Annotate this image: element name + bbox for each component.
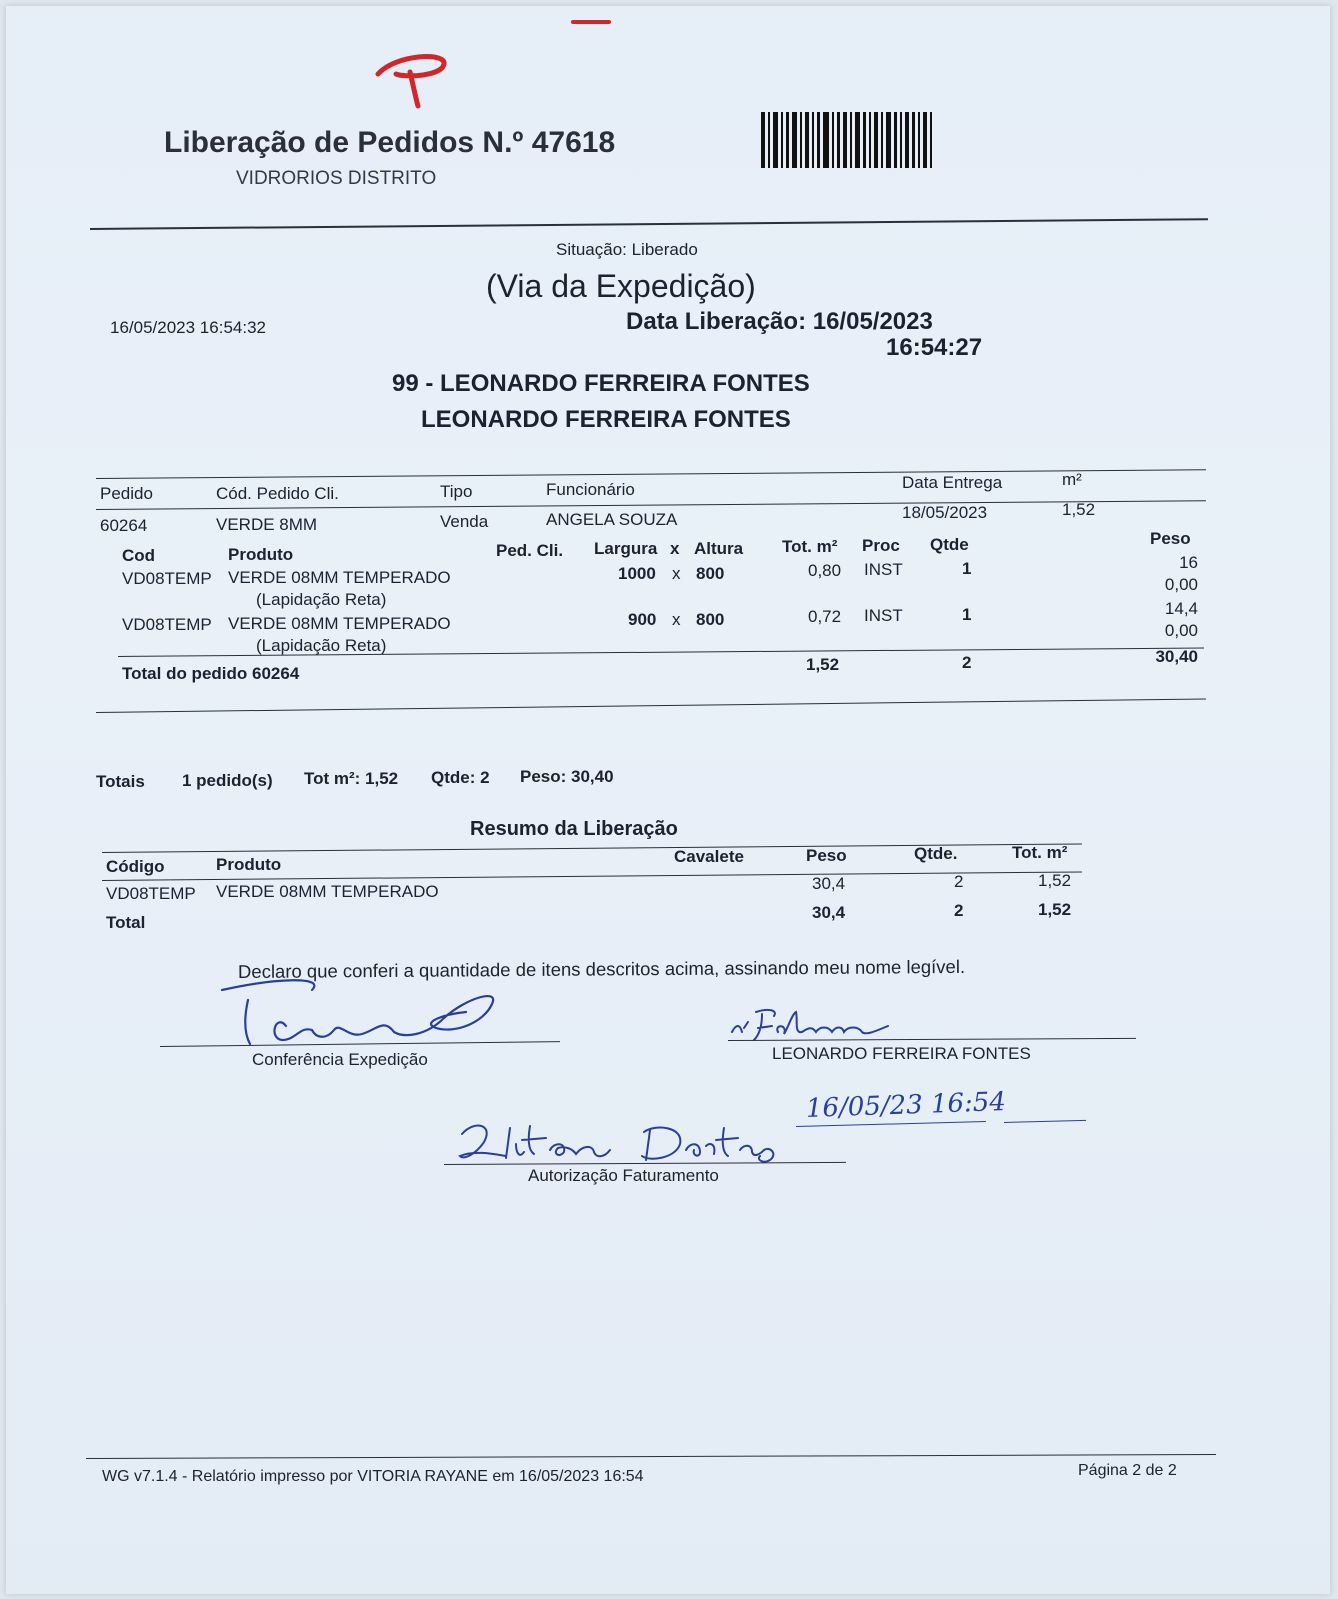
resumo-col-tot-m2: Tot. m²	[1012, 843, 1068, 862]
item-2-proc: INST	[864, 606, 903, 625]
item-2-sub: (Lapidação Reta)	[256, 636, 387, 655]
resumo-row-tot-m2: 1,52	[1038, 871, 1072, 890]
item-1-altura: 800	[696, 564, 725, 583]
items-col-altura: Altura	[694, 539, 744, 558]
order-total-m2: 1,52	[806, 655, 840, 674]
via-expedicao: (Via da Expedição)	[486, 268, 756, 304]
item-2-cod: VD08TEMP	[122, 615, 212, 634]
col-cod-pedido-cli: Cód. Pedido Cli.	[216, 484, 339, 503]
item-2-produto: VERDE 08MM TEMPERADO	[228, 614, 451, 633]
item-2-tot-m2: 0,72	[808, 607, 842, 626]
order-data-entrega: 18/05/2023	[902, 503, 988, 522]
items-col-tot-m2: Tot. m²	[782, 537, 838, 556]
cliente-line-1: 99 - LEONARDO FERREIRA FONTES	[392, 370, 810, 397]
cliente-line-2: LEONARDO FERREIRA FONTES	[421, 406, 791, 433]
items-col-largura: Largura	[594, 539, 658, 558]
item-1-sub: (Lapidação Reta)	[256, 590, 387, 609]
items-col-produto: Produto	[228, 545, 294, 564]
item-2-largura: 900	[628, 610, 657, 629]
declaration-text: Declaro que conferi a quantidade de itens descritos acima, assinando meu nome legível.	[237, 955, 966, 982]
order-total-label: Total do pedido 60264	[122, 664, 300, 683]
resumo-row-codigo: VD08TEMP	[106, 884, 196, 903]
item-1-peso-2: 0,00	[1164, 575, 1198, 594]
order-total-peso: 30,40	[1155, 647, 1198, 666]
footer-page-number: Página 2 de 2	[1078, 1462, 1177, 1479]
order-m2: 1,52	[1062, 500, 1096, 519]
order-pedido: 60264	[100, 516, 148, 535]
resumo-col-cavalete: Cavalete	[674, 847, 744, 866]
resumo-col-qtde: Qtde.	[914, 844, 958, 863]
col-funcionario: Funcionário	[546, 480, 635, 499]
resumo-col-produto: Produto	[216, 855, 282, 874]
resumo-total-tot-m2: 1,52	[1038, 900, 1072, 919]
header-divider	[90, 218, 1208, 230]
cliente-label: LEONARDO FERREIRA FONTES	[772, 1044, 1031, 1063]
print-datetime: 16/05/2023 16:54:32	[110, 318, 266, 337]
order-funcionario: ANGELA SOUZA	[546, 510, 678, 529]
item-1-x: x	[672, 564, 681, 583]
item-2-peso: 14,4	[1164, 599, 1198, 618]
resumo-col-peso: Peso	[806, 846, 847, 865]
company-name: VIDRORIOS DISTRITO	[236, 168, 437, 189]
items-col-qtde: Qtde	[930, 535, 969, 554]
items-col-proc: Proc	[862, 536, 900, 555]
item-1-cod: VD08TEMP	[122, 569, 212, 588]
col-tipo: Tipo	[440, 482, 473, 501]
footer-line	[86, 1454, 1216, 1459]
resumo-total-peso: 30,4	[812, 903, 846, 922]
items-col-ped-cli: Ped. Cli.	[496, 541, 564, 560]
item-1-qtde: 1	[962, 559, 972, 578]
autorizacao-label: Autorização Faturamento	[528, 1166, 719, 1185]
resumo-title: Resumo da Liberação	[470, 818, 678, 840]
resumo-row-produto: VERDE 08MM TEMPERADO	[216, 882, 439, 901]
order-total-qtde: 2	[962, 653, 972, 672]
resumo-row-qtde: 2	[954, 872, 964, 891]
red-dash-mark	[571, 20, 611, 24]
order-bottom-line	[96, 698, 1206, 713]
footer-printed-by: WG v7.1.4 - Relatório impresso por VITORIA RAYANE em 16/05/2023 16:54	[102, 1468, 644, 1485]
totais-peso: Peso: 30,40	[520, 767, 614, 786]
resumo-total-qtde: 2	[954, 901, 964, 920]
totais-tot-m2: Tot m²: 1,52	[304, 769, 399, 788]
order-top-line	[96, 469, 1206, 479]
resumo-total-label: Total	[106, 913, 146, 932]
items-col-cod: Cod	[122, 546, 156, 565]
items-col-peso: Peso	[1150, 529, 1191, 548]
page-title: Liberação de Pedidos N.º 47618	[164, 126, 616, 159]
item-1-largura: 1000	[618, 564, 656, 583]
totais-pedidos: 1 pedido(s)	[182, 771, 273, 790]
item-2-x: x	[672, 610, 681, 629]
col-pedido: Pedido	[100, 484, 153, 503]
conferencia-label: Conferência Expedição	[252, 1050, 428, 1069]
resumo-col-codigo: Código	[106, 857, 165, 876]
handwritten-date: 16/05/23 16:54	[805, 1087, 1007, 1124]
item-1-tot-m2: 0,80	[808, 561, 842, 580]
document-page	[6, 6, 1330, 1594]
item-1-peso: 16	[1179, 553, 1198, 572]
item-1-produto: VERDE 08MM TEMPERADO	[228, 568, 451, 587]
data-liberacao-time: 16:54:27	[886, 334, 983, 361]
totais-label: Totais	[96, 772, 145, 791]
order-cod-pedido-cli: VERDE 8MM	[216, 515, 318, 534]
order-tipo: Venda	[440, 512, 489, 531]
red-handwritten-mark	[366, 44, 466, 114]
item-2-qtde: 1	[962, 605, 972, 624]
item-1-proc: INST	[864, 560, 903, 579]
col-data-entrega: Data Entrega	[902, 473, 1003, 492]
totais-qtde: Qtde: 2	[431, 768, 490, 787]
resumo-row-peso: 30,4	[812, 874, 846, 893]
data-liberacao: Data Liberação: 16/05/2023	[626, 308, 933, 335]
conferencia-signature	[216, 978, 516, 1050]
barcode-icon	[761, 112, 935, 173]
item-2-altura: 800	[696, 610, 725, 629]
situacao: Situação: Liberado	[556, 240, 698, 259]
item-2-peso-2: 0,00	[1164, 621, 1198, 640]
col-m2: m²	[1062, 470, 1082, 489]
items-col-x: x	[670, 539, 680, 558]
handwritten-time-underline	[1004, 1120, 1086, 1123]
